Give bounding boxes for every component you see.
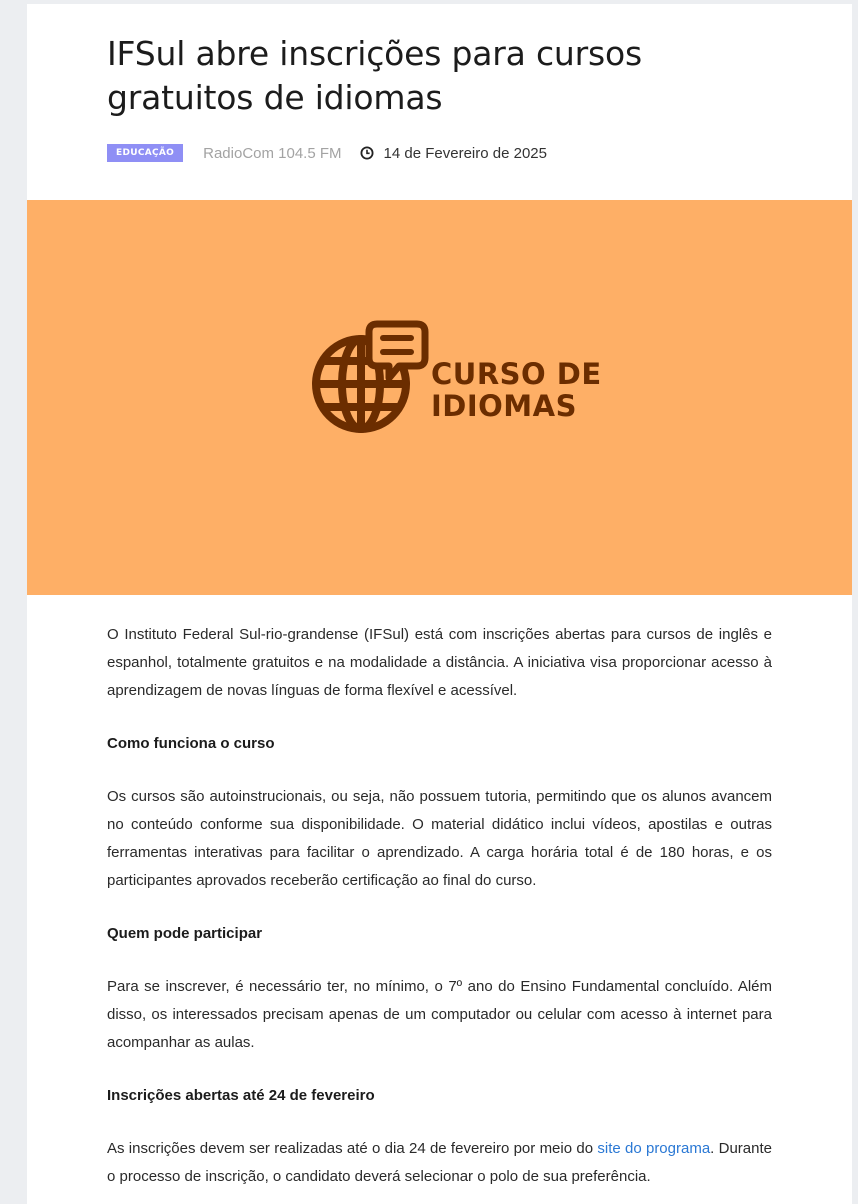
paragraph-intro: O Instituto Federal Sul-rio-grandense (IFSul) está com inscrições abertas para cursos de inglês e espanhol, totalmente gratuitos e na modalidade a distância. A iniciativa visa proporcionar acesso à aprendizagem de novas línguas de forma flexível e acessível. — [107, 626, 772, 699]
hero-image — [27, 200, 852, 595]
registration-text-before: As inscrições devem ser realizadas até o dia 24 de fevereiro por meio do — [107, 1140, 598, 1157]
section-heading-registration: Inscrições abertas até 24 de fevereiro — [107, 1087, 375, 1104]
paragraph-how-it-works: Os cursos são autoinstrucionais, ou seja, não possuem tutoria, permitindo que os alunos avancem no conteúdo conforme sua disponibilidade. O material didático inclui vídeos, apostilas e outras ferramentas interativas para facilitar o aprendizado. A carga horária total é de 180 horas, e os participantes aprovados receberão certificação ao final do curso. — [107, 788, 772, 889]
logo-line-1: CURSO DE — [431, 357, 602, 391]
article-body — [107, 621, 772, 1191]
clock-icon — [360, 146, 374, 160]
article-author[interactable]: RadioCom 104.5 FM — [203, 144, 342, 162]
section-heading-how-it-works: Como funciona o curso — [107, 735, 275, 752]
article-meta — [107, 143, 787, 163]
article-card — [27, 4, 852, 1204]
paragraph-who-can-participate: Para se inscrever, é necessário ter, no mínimo, o 7º ano do Ensino Fundamental concluído. Além disso, os interessados precisam apenas de um computador ou celular com acesso à internet para acompanhar as aulas. — [107, 978, 772, 1051]
article-title: IFSul abre inscrições para cursos gratuitos de idiomas — [107, 34, 642, 117]
category-badge[interactable]: EDUCAÇÃO — [107, 144, 183, 162]
section-heading-who-can-participate: Quem pode participar — [107, 925, 263, 942]
paragraph-registration — [107, 1135, 772, 1191]
article-date — [360, 145, 547, 162]
logo-line-2: IDIOMAS — [431, 389, 577, 423]
article-header — [107, 32, 787, 162]
registration-text-after: . Durante o processo de inscrição, o candidato deverá selecionar o polo de sua preferência. — [107, 1140, 772, 1185]
date-text: 14 de Fevereiro de 2025 — [383, 144, 547, 162]
hero-logo-text — [431, 358, 602, 422]
program-site-link[interactable]: site do programa — [597, 1140, 711, 1157]
globe-chat-icon — [311, 314, 431, 439]
